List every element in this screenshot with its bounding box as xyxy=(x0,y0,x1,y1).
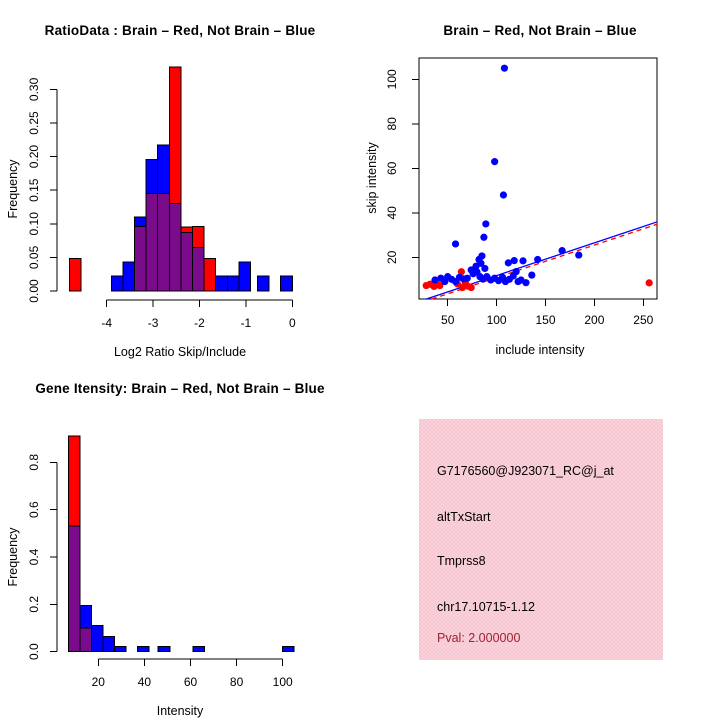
y-tick-label: 80 xyxy=(385,117,399,131)
scatter-point-red xyxy=(646,279,653,286)
x-tick-label: -1 xyxy=(240,316,252,330)
x-tick-label: 250 xyxy=(633,313,654,327)
y-tick-label: 0.0 xyxy=(27,643,41,661)
histogram-bar-blue xyxy=(137,646,149,651)
scatter-point-blue xyxy=(511,257,518,264)
scatter-point-blue xyxy=(513,268,520,275)
histogram-bar-blue xyxy=(239,262,251,291)
histogram-bar-blue xyxy=(103,636,115,651)
info-line-event-type: altTxStart xyxy=(437,510,491,524)
y-axis-label: Frequency xyxy=(6,527,20,587)
x-tick-label: 0 xyxy=(288,316,296,330)
y-tick-label: 20 xyxy=(385,250,399,264)
scatter-point-blue xyxy=(482,220,489,227)
y-axis-label: Frequency xyxy=(6,159,20,219)
histogram-bar-red xyxy=(70,259,82,291)
scatter-point-blue xyxy=(534,256,541,263)
intensity-scatter-canvas xyxy=(360,0,720,360)
scatter-point-blue xyxy=(501,65,508,72)
histogram-bar-overlap xyxy=(158,194,170,291)
gene-intensity-histogram-canvas xyxy=(0,360,360,720)
histogram-bar-red xyxy=(204,259,216,291)
y-tick-label: 0.4 xyxy=(27,548,41,566)
scatter-point-blue xyxy=(452,240,459,247)
histogram-bar-blue xyxy=(123,262,135,291)
histogram-bar-blue xyxy=(216,276,228,291)
scatter-point-blue xyxy=(519,257,526,264)
scatter-point-blue xyxy=(500,191,507,198)
x-tick-label: 50 xyxy=(441,313,455,327)
x-tick-label: -3 xyxy=(147,316,159,330)
info-line-probe-id: G7176560@J923071_RC@j_at xyxy=(437,464,614,478)
y-tick-label: 0.8 xyxy=(27,453,41,471)
info-line-gene-name: Tmprss8 xyxy=(437,554,486,568)
x-tick-label: 100 xyxy=(486,313,507,327)
scatter-point-blue xyxy=(481,265,488,272)
scatter-point-blue xyxy=(464,275,471,282)
panel-title: Gene Itensity: Brain – Red, Not Brain – Blue xyxy=(35,381,325,396)
x-tick-label: 20 xyxy=(91,675,105,689)
y-tick-label: 40 xyxy=(385,206,399,220)
y-tick-label: 0.6 xyxy=(27,501,41,518)
histogram-bar-overlap xyxy=(146,194,158,291)
histogram-bar-blue xyxy=(227,276,239,291)
x-tick-label: -2 xyxy=(194,316,205,330)
histogram-bar-blue xyxy=(258,276,270,291)
scatter-point-blue xyxy=(480,234,487,241)
y-tick-label: 0.20 xyxy=(27,144,41,169)
scatter-point-blue xyxy=(491,158,498,165)
y-tick-label: 60 xyxy=(385,161,399,175)
histogram-bar-overlap xyxy=(169,204,181,291)
scatter-point-blue xyxy=(522,279,529,286)
y-tick-label: 0.10 xyxy=(27,212,41,236)
y-tick-label: 0.25 xyxy=(27,111,41,135)
ratio-histogram-canvas xyxy=(0,0,360,360)
histogram-bar-blue xyxy=(91,626,103,652)
panel-gene-info xyxy=(360,360,720,720)
panel-intensity-scatter xyxy=(360,0,720,360)
scatter-point-red xyxy=(468,284,475,291)
x-tick-label: 150 xyxy=(535,313,556,327)
histogram-bar-blue xyxy=(283,646,295,651)
histogram-bar-blue xyxy=(114,646,126,651)
histogram-bar-overlap xyxy=(193,247,205,291)
x-tick-label: 100 xyxy=(272,675,293,689)
panel-gene-intensity-histogram xyxy=(0,360,360,720)
x-axis-label: include intensity xyxy=(495,343,585,357)
y-axis-label: skip intensity xyxy=(365,142,379,214)
histogram-bar-overlap xyxy=(68,526,80,652)
y-tick-label: 0.30 xyxy=(27,77,41,102)
histogram-bar-blue xyxy=(158,646,170,651)
y-tick-label: 0.05 xyxy=(27,245,41,270)
y-tick-label: 0.00 xyxy=(27,279,41,303)
x-tick-label: 200 xyxy=(584,313,605,327)
panel-ratio-histogram xyxy=(0,0,360,360)
scatter-point-blue xyxy=(575,251,582,258)
histogram-bar-blue xyxy=(111,276,123,291)
panel-title: Brain – Red, Not Brain – Blue xyxy=(443,23,637,38)
x-axis-label: Intensity xyxy=(156,704,204,718)
histogram-bar-overlap xyxy=(80,628,92,652)
histogram-bar-blue xyxy=(193,646,205,651)
histogram-bar-overlap xyxy=(181,233,193,291)
gene-info-box xyxy=(419,419,663,660)
scatter-point-blue xyxy=(559,247,566,254)
scatter-point-blue xyxy=(528,272,535,279)
info-line-pval: Pval: 2.000000 xyxy=(437,631,521,645)
histogram-bar-overlap xyxy=(135,226,147,291)
x-tick-label: 80 xyxy=(229,675,244,689)
x-tick-label: 60 xyxy=(183,675,198,689)
panel-title: RatioData : Brain – Red, Not Brain – Blue xyxy=(44,23,316,38)
histogram-bar-blue xyxy=(281,276,293,291)
x-tick-label: -4 xyxy=(101,316,113,330)
x-axis-label: Log2 Ratio Skip/Include xyxy=(113,345,247,359)
scatter-point-blue xyxy=(478,252,485,259)
info-line-locus: chr17.10715-1.12 xyxy=(437,600,535,614)
y-tick-label: 0.15 xyxy=(27,178,41,202)
y-tick-label: 100 xyxy=(385,69,399,90)
y-tick-label: 0.2 xyxy=(27,595,41,613)
x-tick-label: 40 xyxy=(137,675,152,689)
